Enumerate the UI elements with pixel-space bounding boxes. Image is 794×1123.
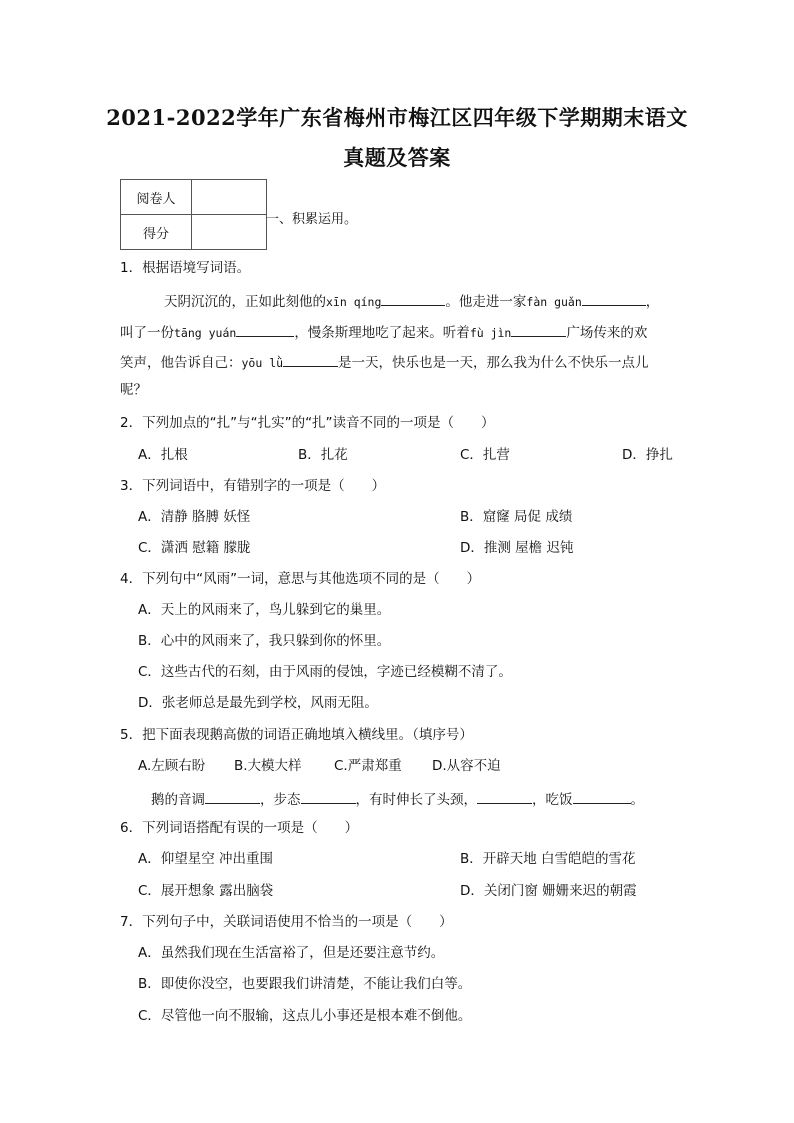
answer-blank-5[interactable]: [283, 354, 338, 367]
q1-passage-line-4: 呢？: [120, 382, 147, 398]
q4-option-b[interactable]: B．心中的风雨来了，我只躲到你的怀里。: [138, 633, 391, 649]
q1-passage-line-3: 笑声，他告诉自己：yōu lǜ 是一天，快乐也是一天，那么我为什么不快乐一点儿: [120, 355, 649, 371]
q3-option-d[interactable]: D．推测 屋檐 迟钝: [460, 540, 574, 556]
q1-passage-line-1: 天阴沉沉的，正如此刻他的xīn qíng 。他走进一家fàn guǎn ，: [164, 294, 660, 310]
q2-option-d[interactable]: D．挣扎: [622, 447, 673, 463]
q1-passage-line-2: 叫了一份tāng yuán ，慢条斯理地吃了起来。听着fù jìn 广场传来的欢: [120, 325, 648, 341]
score-cell: [192, 215, 267, 250]
q7-option-b[interactable]: B．即使你没空，也要跟我们讲清楚，不能让我们白等。: [138, 976, 472, 992]
q4-option-a[interactable]: A．天上的风雨来了，鸟儿躲到它的巢里。: [138, 602, 391, 618]
section-heading: 一、积累运用。: [266, 212, 358, 227]
q6-option-a[interactable]: A．仰望星空 冲出重围: [138, 851, 274, 867]
q2-option-a[interactable]: A．扎根: [138, 447, 188, 463]
answer-blank-1[interactable]: [381, 293, 445, 306]
pinyin-you-lv: yōu lǜ: [241, 356, 284, 370]
q5-option-a[interactable]: A.左顾右盼: [138, 758, 206, 774]
q2-stem: 2．下列加点的“扎”与“扎实”的“扎”读音不同的一项是（ ）: [120, 415, 495, 431]
q3-option-c[interactable]: C．潇洒 慰籍 朦胧: [138, 540, 251, 556]
q5-blank-4[interactable]: [573, 791, 631, 804]
pinyin-xin-qing: xīn qíng: [326, 295, 382, 309]
q6-option-c[interactable]: C．展开想象 露出脑袋: [138, 883, 274, 899]
answer-blank-3[interactable]: [236, 324, 294, 337]
q5-stem: 5．把下面表现鹅高傲的词语正确地填入横线里。（填序号）: [120, 727, 473, 743]
q5-option-d[interactable]: D.从容不迫: [432, 758, 501, 774]
page-title-line-2: 真题及答案: [343, 145, 451, 170]
q5-blank-3[interactable]: [477, 791, 532, 804]
q5-blank-1[interactable]: [205, 791, 260, 804]
q5-option-b[interactable]: B.大模大样: [234, 758, 302, 774]
q7-option-c[interactable]: C．尽管他一向不服输，这点儿小事还是根本难不倒他。: [138, 1008, 472, 1024]
answer-blank-4[interactable]: [511, 324, 566, 337]
q5-option-c[interactable]: C.严肃郑重: [334, 758, 402, 774]
q7-option-a[interactable]: A．虽然我们现在生活富裕了，但是还要注意节约。: [138, 945, 445, 961]
pinyin-tang-yuan: tāng yuán: [174, 326, 237, 340]
q6-option-d[interactable]: D．关闭门窗 姗姗来迟的朝霞: [460, 883, 637, 899]
score-label: 得分: [121, 215, 192, 250]
q2-option-c[interactable]: C．扎营: [460, 447, 510, 463]
answer-blank-2[interactable]: [582, 293, 646, 306]
score-table: [120, 179, 267, 250]
q4-stem: 4．下列句中“风雨”一词，意思与其他选项不同的是（ ）: [120, 571, 481, 587]
q2-option-b[interactable]: B．扎花: [298, 447, 348, 463]
reviewer-cell: [192, 180, 267, 215]
q5-blank-2[interactable]: [301, 791, 356, 804]
page-title-line-1: 2021-2022学年广东省梅州市梅江区四年级下学期期末语文: [106, 105, 688, 130]
q3-stem: 3．下列词语中，有错别字的一项是（ ）: [120, 478, 386, 494]
pinyin-fu-jin: fù jìn: [469, 326, 512, 340]
q3-option-a[interactable]: A．清静 胳膊 妖怪: [138, 509, 251, 525]
q4-option-d[interactable]: D．张老师总是最先到学校，风雨无阻。: [138, 695, 378, 711]
q6-option-b[interactable]: B．开辟天地 白雪皑皑的雪花: [460, 851, 636, 867]
q7-stem: 7．下列句子中，关联词语使用不恰当的一项是（ ）: [120, 914, 453, 930]
q5-fill-line: 鹅的音调 ，步态 ，有时伸长了头颈， ，吃饭 。: [151, 792, 644, 808]
q6-stem: 6．下列词语搭配有误的一项是（ ）: [120, 820, 359, 836]
q3-option-b[interactable]: B．窟窿 局促 成绩: [460, 509, 573, 525]
pinyin-fan-guan: fàn guǎn: [526, 295, 582, 309]
q4-option-c[interactable]: C．这些古代的石刻，由于风雨的侵蚀，字迹已经模糊不清了。: [138, 664, 512, 680]
q1-stem: 1．根据语境写词语。: [120, 260, 251, 276]
reviewer-label: 阅卷人: [121, 180, 192, 215]
